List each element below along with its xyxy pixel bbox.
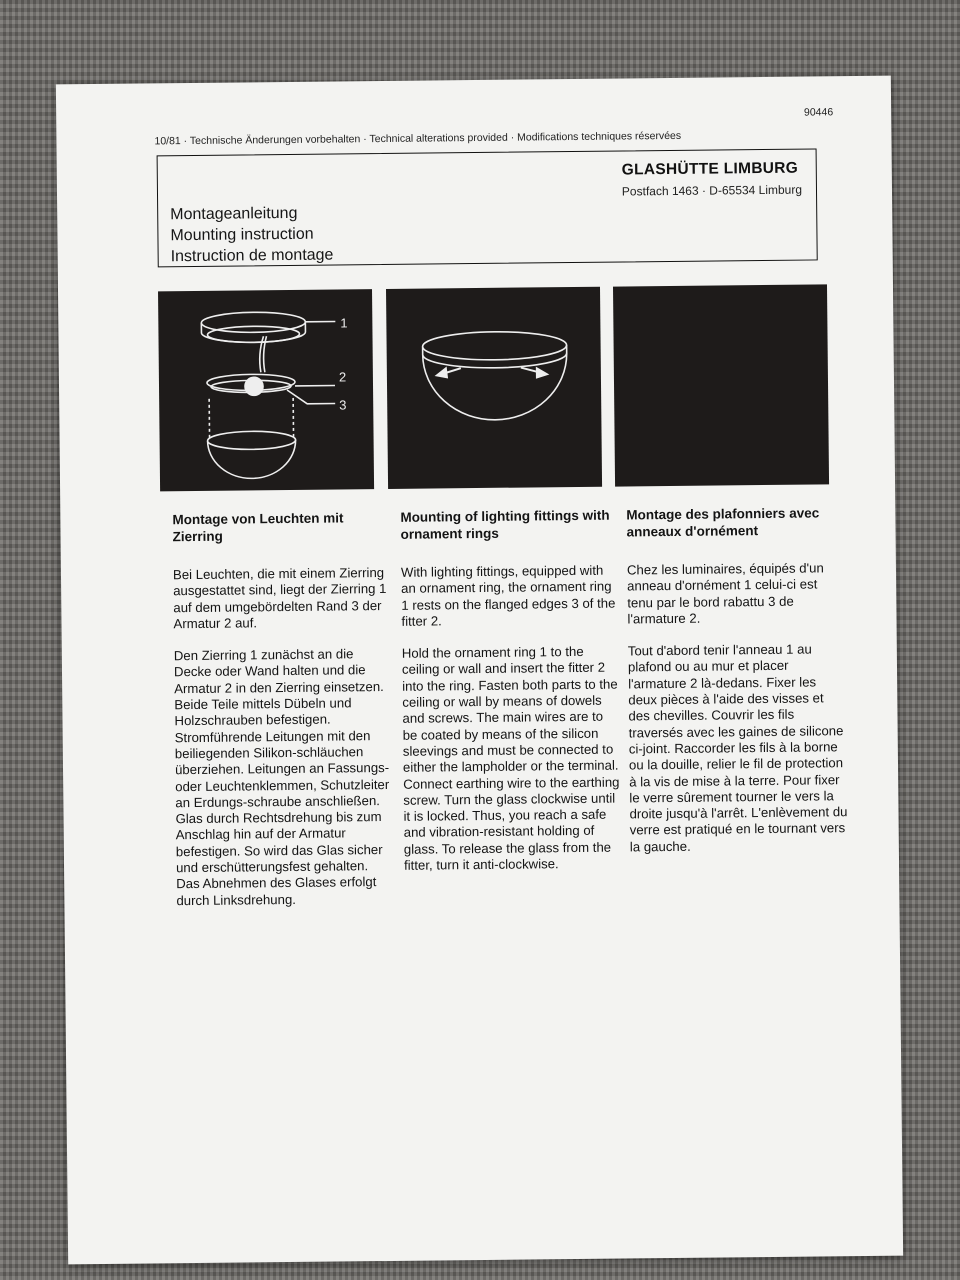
heading-german: Montage von Leuchten mit Zierring bbox=[172, 510, 344, 545]
paragraph-english-2: Hold the ornament ring 1 to the ceiling or wall and insert the fitter 2 into the ring. Fasten both parts to the ceiling or wall by means of dowels and screws. The main wires are to be coated by means of the silicon sleevings and must be connected to either the lampholder or the terminal. Connect earthing wire to the earthing screw. Turn the glass clockwise until it is locked. Thus, you reach a safe and vibration-resistant holding of glass. To release the glass from the fitter, turn it anti-clockwise. bbox=[401, 644, 620, 873]
assembled-lamp-drawing bbox=[386, 287, 602, 489]
company-address: Postfach 1463 · D-65534 Limburg bbox=[621, 182, 803, 199]
column-german bbox=[172, 509, 394, 925]
paragraph-german-1: Bei Leuchten, die mit einem Zierring ausgestattet sind, liegt der Zierring 1 auf dem umgebördelten Rand 3 der Armatur 2 auf. bbox=[172, 564, 387, 632]
figure-blank-panel bbox=[613, 284, 829, 486]
company-name: GLASHÜTTE LIMBURG bbox=[621, 159, 799, 179]
heading-english: Mounting of lighting fittings with ornament rings bbox=[400, 507, 610, 542]
paragraph-french-1: Chez les luminaires, équipés d'un anneau d'ornément 1 celui-ci est tenu par le bord rabattu 3 de l'armature 2. bbox=[626, 560, 824, 627]
company-block bbox=[622, 160, 802, 199]
paragraph-french-2: Tout d'abord tenir l'anneau 1 au plafond ou au mur et placer l'armature 2 là-dedans. Fixer les deux pièces à l'aide des visses et des chevilles. Couvrir les fils traversés avec les gaines de silicone ci-joint. Raccorder les fils à la borne ou la douille, relier le fil de protection à la vis de mise à la terre. Pour fixer le verre sûrement tourner le vers la droite jusqu'à l'arrêt. L'enlèvement du verre est pratiqué en le tournant vers la gauche. bbox=[627, 641, 848, 855]
paragraph-german-2: Den Zierring 1 zunächst an die Decke oder Wand halten und die Armatur 2 in den Zierring einsetzen. Beide Teile mittels Dübeln und Holzschrauben befestigen. Stromführende Leitungen mit den beiliegenden Silikon-schläuchen überziehen. Leitungen an Fassungs- oder Leuchtenklemmen, Schutzleiter an Erdungs-schraube anschließen. Glas durch Rechtsdrehung bis zum Anschlag hin auf der Armatur befestigen. So wird das Glas sicher und erschütterungsfest gehalten. Das Abnehmen des Glases erfolgt durch Linksdrehung. bbox=[173, 646, 390, 908]
callout-2: 2 bbox=[338, 369, 347, 385]
title-german: Montageanleitung bbox=[170, 204, 298, 224]
exploded-lamp-drawing bbox=[158, 289, 374, 491]
instruction-sheet bbox=[56, 76, 903, 1265]
document-number: 90446 bbox=[803, 106, 834, 119]
callout-3: 3 bbox=[339, 397, 347, 413]
revision-line: 10/81 · Technische Änderungen vorbehalten · Technical alterations provided · Modifications techniques réservées bbox=[154, 129, 682, 148]
document-titles bbox=[170, 203, 333, 268]
figure-assembled-view bbox=[386, 287, 602, 489]
title-english: Mounting instruction bbox=[170, 225, 314, 245]
callout-1: 1 bbox=[340, 315, 348, 331]
paragraph-english-1: With lighting fittings, equipped with an ornament ring, the ornament ring 1 rests on the flanged edges 3 of the fitter 2. bbox=[400, 562, 616, 629]
heading-french: Montage des plafonniers avec anneaux d'ornément bbox=[626, 505, 820, 540]
column-english bbox=[400, 507, 622, 891]
header-box bbox=[157, 148, 818, 267]
title-french: Instruction de montage bbox=[170, 246, 334, 266]
rotation-arrows bbox=[437, 367, 547, 378]
figure-exploded-view bbox=[158, 289, 374, 491]
column-french bbox=[626, 504, 848, 871]
